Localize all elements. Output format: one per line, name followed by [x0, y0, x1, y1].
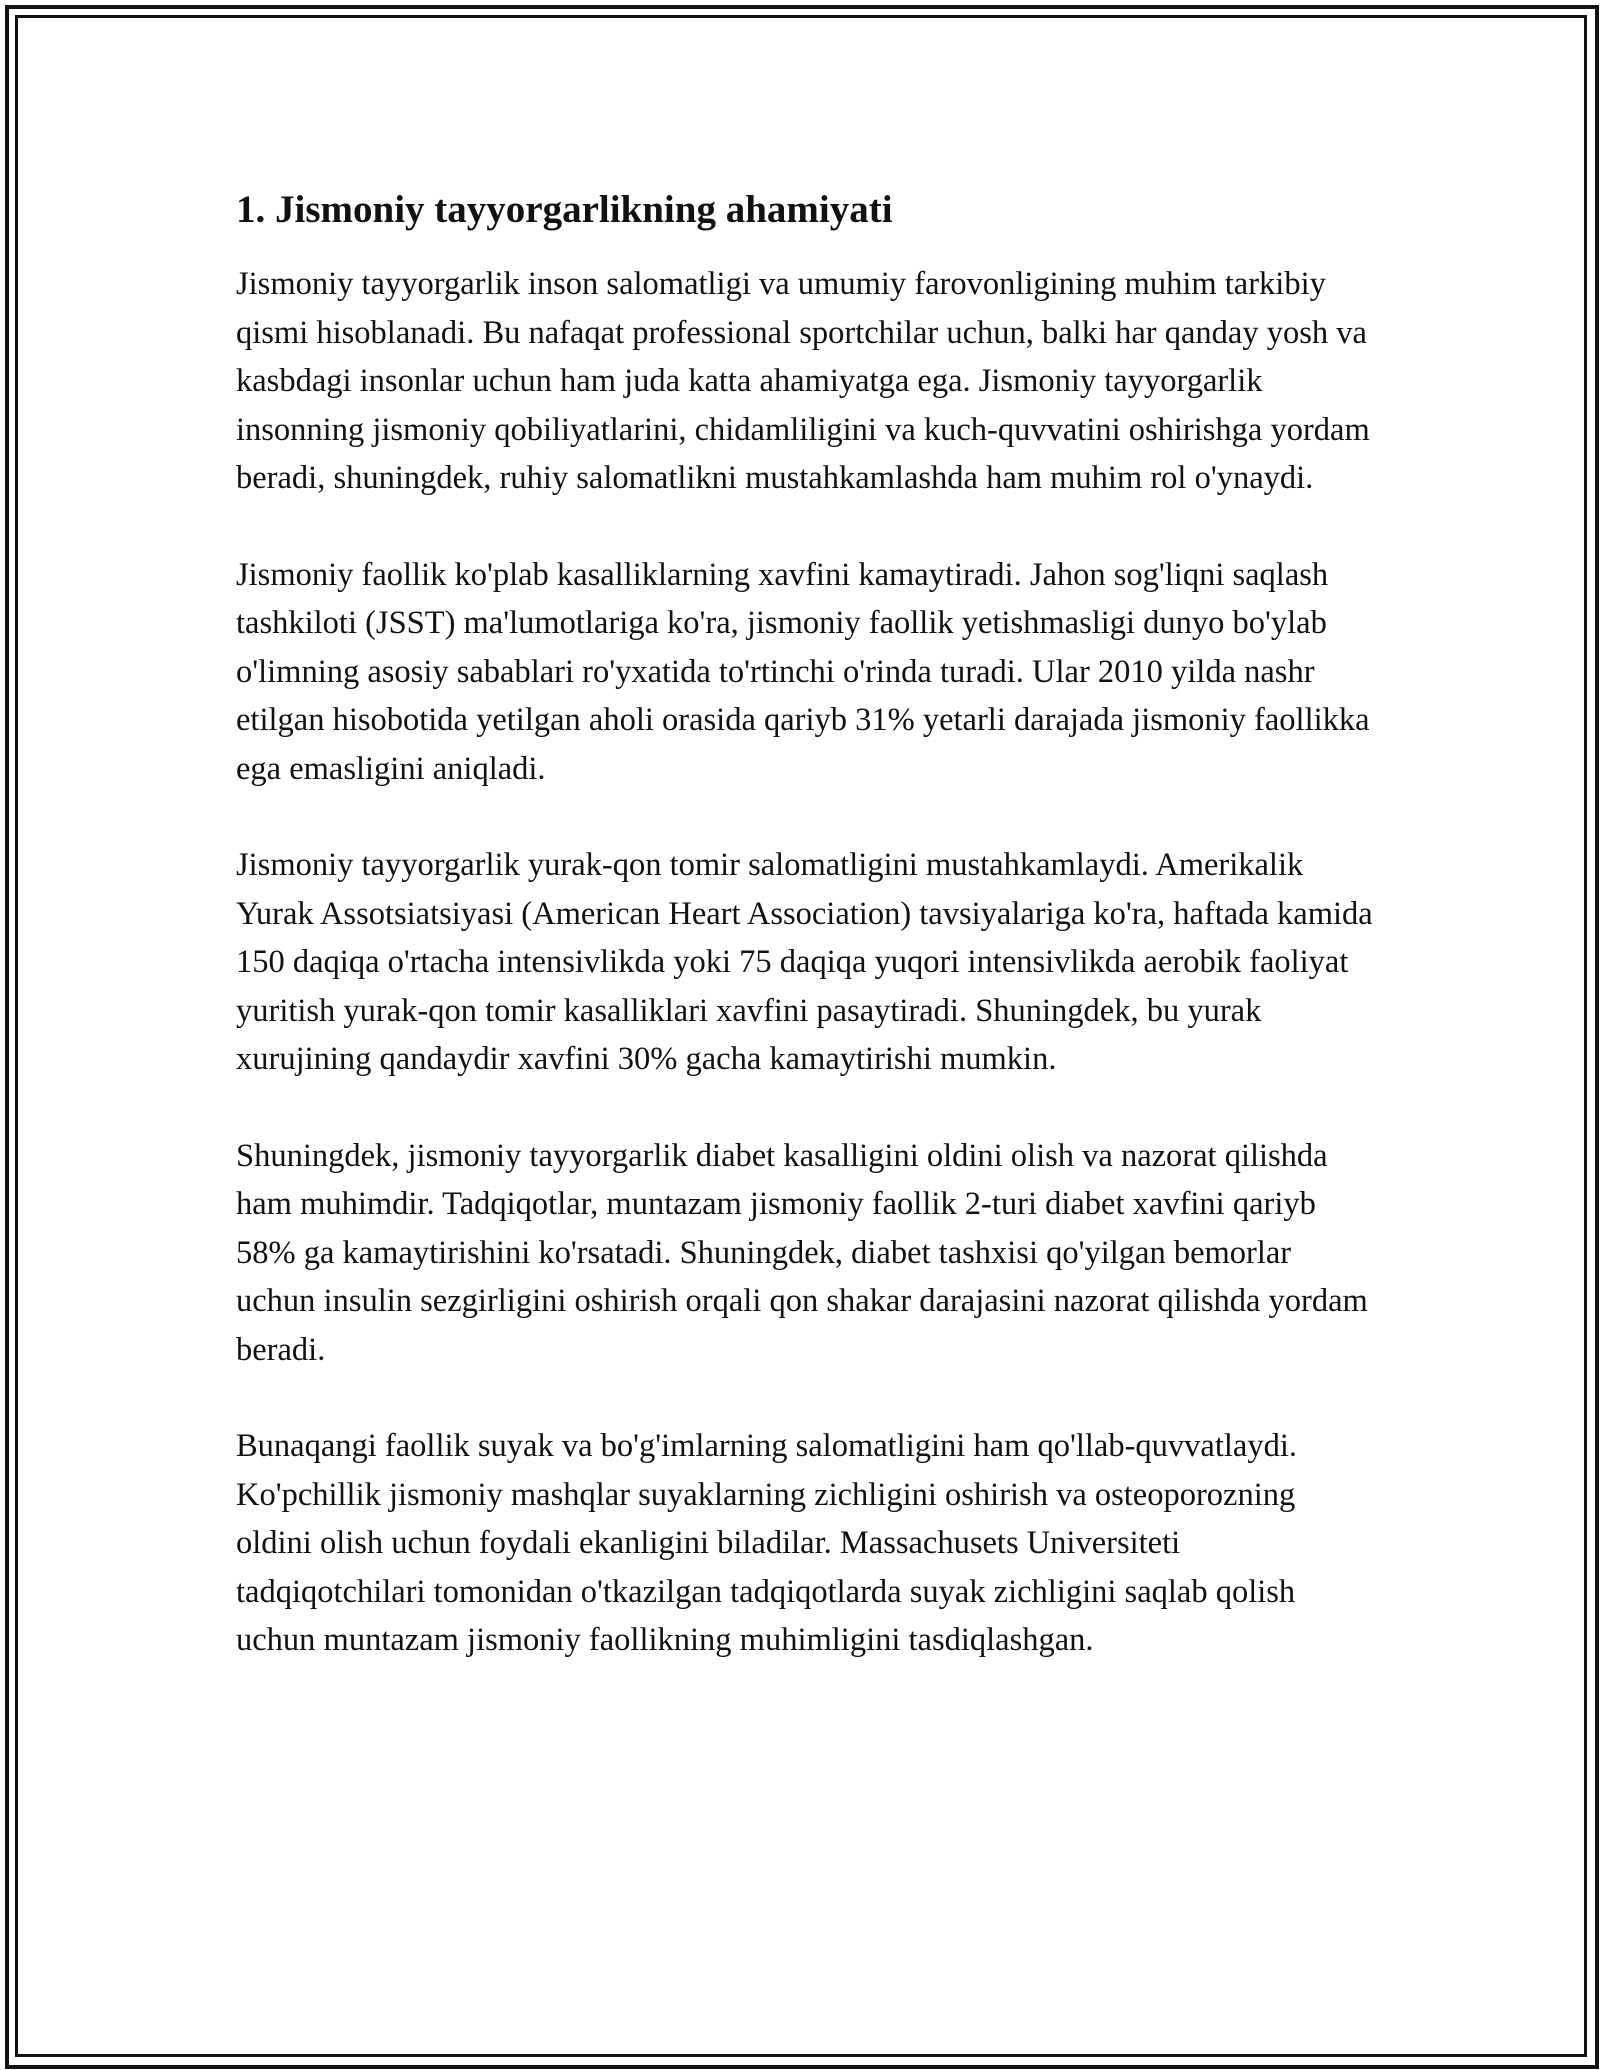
paragraph-bone-health: Bunaqangi faollik suyak va bo'g'imlarning salomatligini ham qo'llab-quvvatlaydi. Ko'pchillik jismoniy mashqlar suyaklarning zichligini oshirish va osteoporozning oldini olish uchun foydali ekanligini biladilar. Massachusets Universiteti tadqiqotchilari tomonidan o'tkazilgan tadqiqotlarda suyak zichligini saqlab qolish uchun muntazam jismoniy faollikning muhimligini tasdiqlashgan. [236, 1428, 1297, 1658]
section-heading: 1. Jismoniy tayyorgarlikning ahamiyati [236, 188, 893, 231]
paragraph-intro: Jismoniy tayyorgarlik inson salomatligi va umumiy farovonligining muhim tarkibiy qismi hisoblanadi. Bu nafaqat professional sportchilar uchun, balki har qanday yosh va kasbdagi insonlar uchun ham juda katta ahamiyatga ega. Jismoniy tayyorgarlik insonning jismoniy qobiliyatlarini, chidamliligini va kuch-quvvatini oshirishga yordam beradi, shuningdek, ruhiy salomatlikni mustahkamlashda ham muhim rol o'ynaydi. [236, 266, 1370, 496]
paragraph-cardiovascular: Jismoniy tayyorgarlik yurak-qon tomir salomatligini mustahkamlaydi. Amerikalik Yurak Assotsiatsiyasi (American Heart Association) tavsiyalariga ko'ra, haftada kamida 150 daqiqa o'rtacha intensivlikda yoki 75 daqiqa yuqori intensivlikda aerobik faoliyat yuritish yurak-qon tomir kasalliklari xavfini pasaytiradi. Shuningdek, bu yurak xurujining qandaydir xavfini 30% gacha kamaytirishi mumkin. [236, 847, 1373, 1077]
document-page [236, 186, 1376, 1713]
paragraph-diabetes: Shuningdek, jismoniy tayyorgarlik diabet kasalligini oldini olish va nazorat qilishda ham muhimdir. Tadqiqotlar, muntazam jismoniy faollik 2-turi diabet xavfini qariyb 58% ga kamaytirishini ko'rsatadi. Shuningdek, diabet tashxisi qo'yilgan bemorlar uchun insulin sezgirligini oshirish orqali qon shakar darajasini nazorat qilishda yordam beradi. [236, 1137, 1368, 1368]
paragraph-disease-risk: Jismoniy faollik ko'plab kasalliklarning xavfini kamaytiradi. Jahon sog'liqni saqlash tashkiloti (JSST) ma'lumotlariga ko'ra, jismoniy faollik yetishmasligi dunyo bo'ylab o'limning asosiy sabablari ro'yxatida to'rtinchi o'rinda turadi. Ular 2010 yilda nashr etilgan hisobotida yetilgan aholi orasida qariyb 31% yetarli darajada jismoniy faollikka ega emasligini aniqladi. [236, 556, 1370, 787]
